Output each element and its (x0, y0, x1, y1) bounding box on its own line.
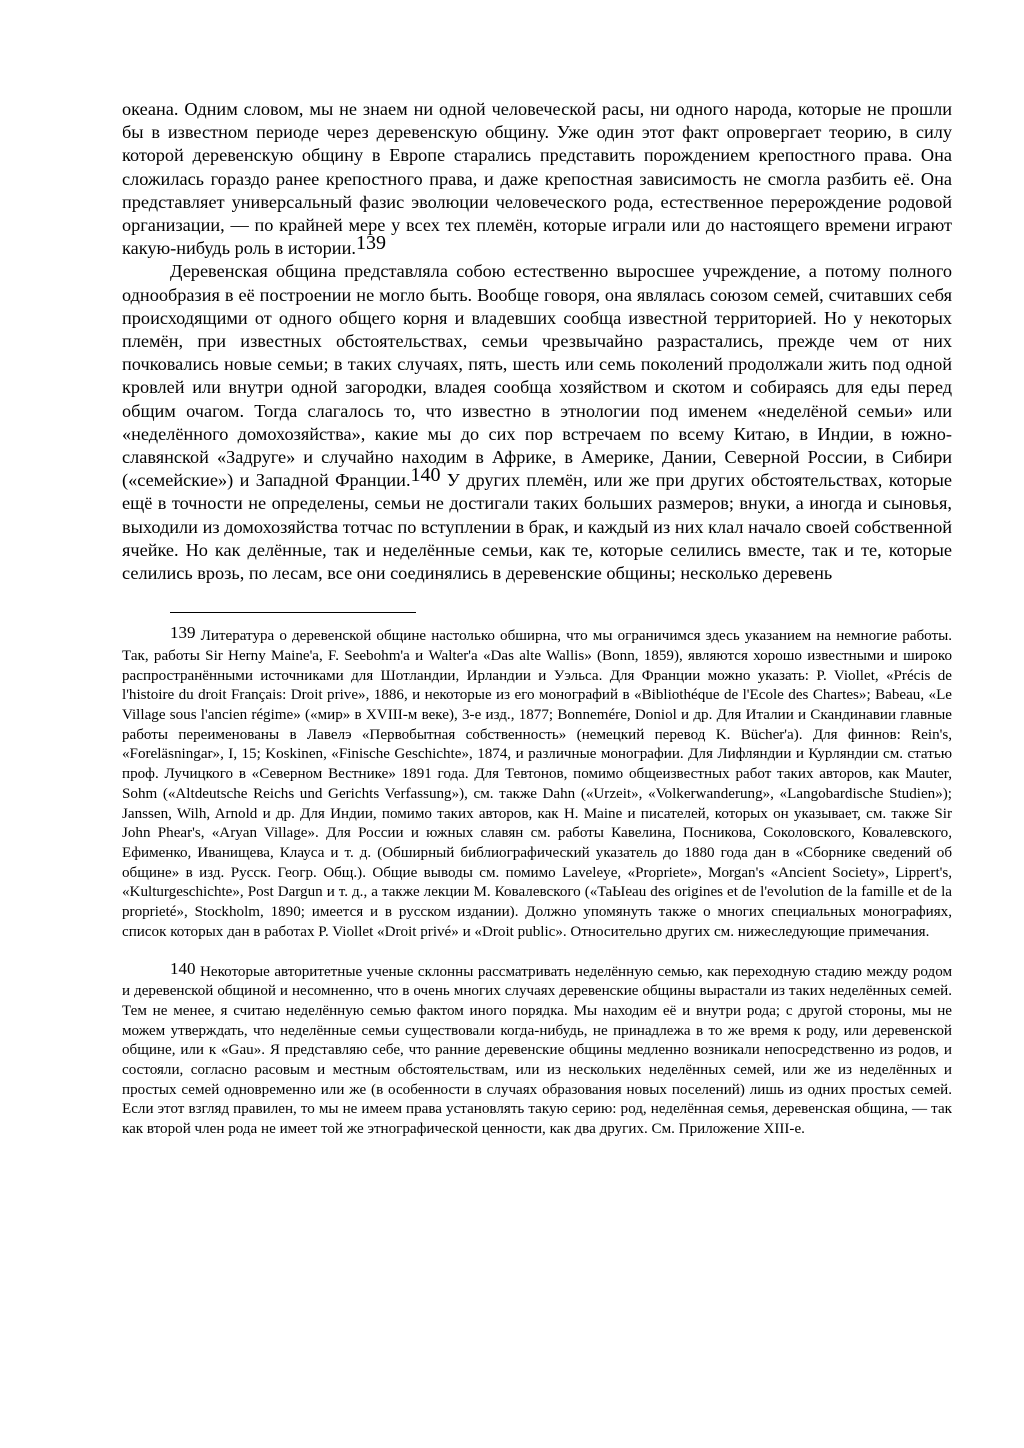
footnote-text: Некоторые авторитетные ученые склонны рассматривать неделённую семью, как переходную стадию между родом и деревенской общиной и несомненно, что в очень многих случаях деревенские общины вырастали из таких неделённых семей. Тем не менее, я считаю неделённую семью фактом иного порядка. Мы находим её и внутри рода; с другой стороны, мы не можем утверждать, что неделённые семьи существовали когда-нибудь, не принадлежа в то же время к роду, или деревенской общине, или к «Gau». Я представляю себе, что ранние деревенские общины медленно возникали непосредственно из родов, и состояли, согласно расовым и местным обстоятельствам, или из нескольких неделённых семей, или же из неделённых и простых семей одновременно или же (в особенности в случаях образования новых поселений) лишь из одних простых семей. Если этот взгляд правилен, то мы не имеем права установлять такую серию: род, неделённая семья, деревенская община, — так как второй член рода не имеет той же этнографической ценности, как два других. См. Приложение XIII-е. (122, 963, 952, 1138)
paragraph-2-text-end: У других племён, или же при других обстоятельствах, которые ещё в точности не определены, семьи не достигали таких больших размеров; внуки, а иногда и сыновья, выходили из домохозяйства тотчас по вступлении в брак, и каждый из них клал начало своей собственной ячейке. Но как делённые, так и неделённые семьи, как те, которые селились вместе, так и те, которые селились врозь, по лесам, все они соединялись в деревенские общины; несколько деревень (122, 470, 952, 584)
main-text (122, 98, 952, 585)
footnote-ref-140[interactable]: 140 (410, 464, 441, 487)
footnote-139 (122, 623, 953, 942)
footnote-number: 139 (170, 623, 196, 643)
paragraph-2 (122, 260, 952, 585)
footnote-ref-139[interactable]: 139 (355, 232, 386, 255)
footnotes (122, 623, 953, 1140)
document-page (122, 98, 952, 1140)
paragraph-1 (122, 98, 952, 260)
footnote-number: 140 (170, 958, 196, 978)
paragraph-1-text: океана. Одним словом, мы не знаем ни одной человеческой расы, ни одного народа, которые не прошли бы в известном периоде через деревенскую общину. Уже один этот факт опровергает теорию, в силу которой деревенскую общину в Европе старались представить порождением крепостного права. Она сложилась гораздо ранее крепостного права, и даже крепостная зависимость не смогла разбить её. Она представляет универсальный фазис эволюции человеческого рода, естественное перерождение родовой организации, — по крайней мере у всех тех племён, которые играли или до настоящего времени играют какую-нибудь роль в истории. (122, 99, 952, 259)
footnote-text: Литература о деревенской общине настолько обширна, что мы ограничимся здесь указанием на немногие работы. Так, работы Sir Herny Maine'a, F. Seebohm'a и Walter'a «Das alte Wallis» (Bonn, 1859), являются хорошо известными и широко распространёнными источниками для Шотландии, Ирландии и Уэльса. Для Франции можно указать: P. Viollet, «Précis de l'histoire du droit Français: Droit prive», 1886, и некоторые из его монографий в «Bibliothéque de l'Ecole des Chartes»; Babeau, «Le Village sous l'ancien régime» («мир» в XVIII-м веке), 3-е изд., 1877; Bonnemére, Doniol и др. Для Италии и Скандинавии главные работы переименованы в Лавелэ «Первобытная собственность» (немецкий перевод K. Bücher'a). Для финнов: Rein's, «Foreläsningar», I, 15; Koskinen, «Finische Geschichte», 1874, и различные монографии. Для Лифляндии и Курляндии см. статью проф. Лучицкого в «Северном Вестнике» 1891 года. Для Тевтонов, помимо общеизвестных работ таких авторов, как Mauter, Sohm («Altdeutsche Reichs und Gerichts Verfassung»), см. также Dahn («Urzeit», «Volkerwanderung», «Langobardische Studien»); Janssen, Wilh, Arnold и др. Для Индии, помимо таких авторов, как H. Maine и писателей, которых он указывает, см. также Sir John Phear's, «Aryan Village». Для России и южных славян см. работы Кавелина, Посникова, Соколовского, Ковалевского, Ефименко, Иванищева, Клауса и т. д. (Обширный библиографический указатель до 1880 года дан в «Сборнике сведений об общине» в изд. Русск. Геогр. Общ.). Общие выводы см. помимо Laveleye, «Propriete», Morgan's «Ancient Society», Lippert's, «Kulturgeschichte», Post Dargun и т. д., а также лекции М. Ковалевского («TaЫeau des origines et de l'evolution de la famille et de la proprieté», Stockholm, 1890; имеется и в русском издании). Должно упомянуть также о многих специальных монографиях, список которых дан в работах P. Viollet «Droit privé» и «Droit public». Относительно других см. нижеследующие примечания. (122, 628, 953, 940)
footnote-separator (170, 612, 416, 613)
footnote-140 (122, 958, 952, 1140)
paragraph-2-text-start: Деревенская община представляла собою естественно выросшее учреждение, а потому полного однообразия в её построении не могло быть. Вообще говоря, она являлась союзом семей, считавших себя происходящими от одного общего корня и владевших сообща известной территорией. Но у некоторых племён, при известных обстоятельствах, семьи чрезвычайно разрастались, прежде чем от них почковались новые семьи; в таких случаях, пять, шесть или семь поколений продолжали жить под одной кровлей или внутри одной загородки, владея сообща хозяйством и скотом и собираясь для еды перед общим очагом. Тогда слагалось то, что известно в этнологии под именем «неделёной семьи» или «неделённого домохозяйства», какие мы до сих пор встречаем по всему Китаю, в Индии, в южно-славянской «Задруге» и случайно находим в Африке, в Америке, Дании, Северной России, в Сибири («семейские») и Западной Франции. (122, 261, 952, 491)
